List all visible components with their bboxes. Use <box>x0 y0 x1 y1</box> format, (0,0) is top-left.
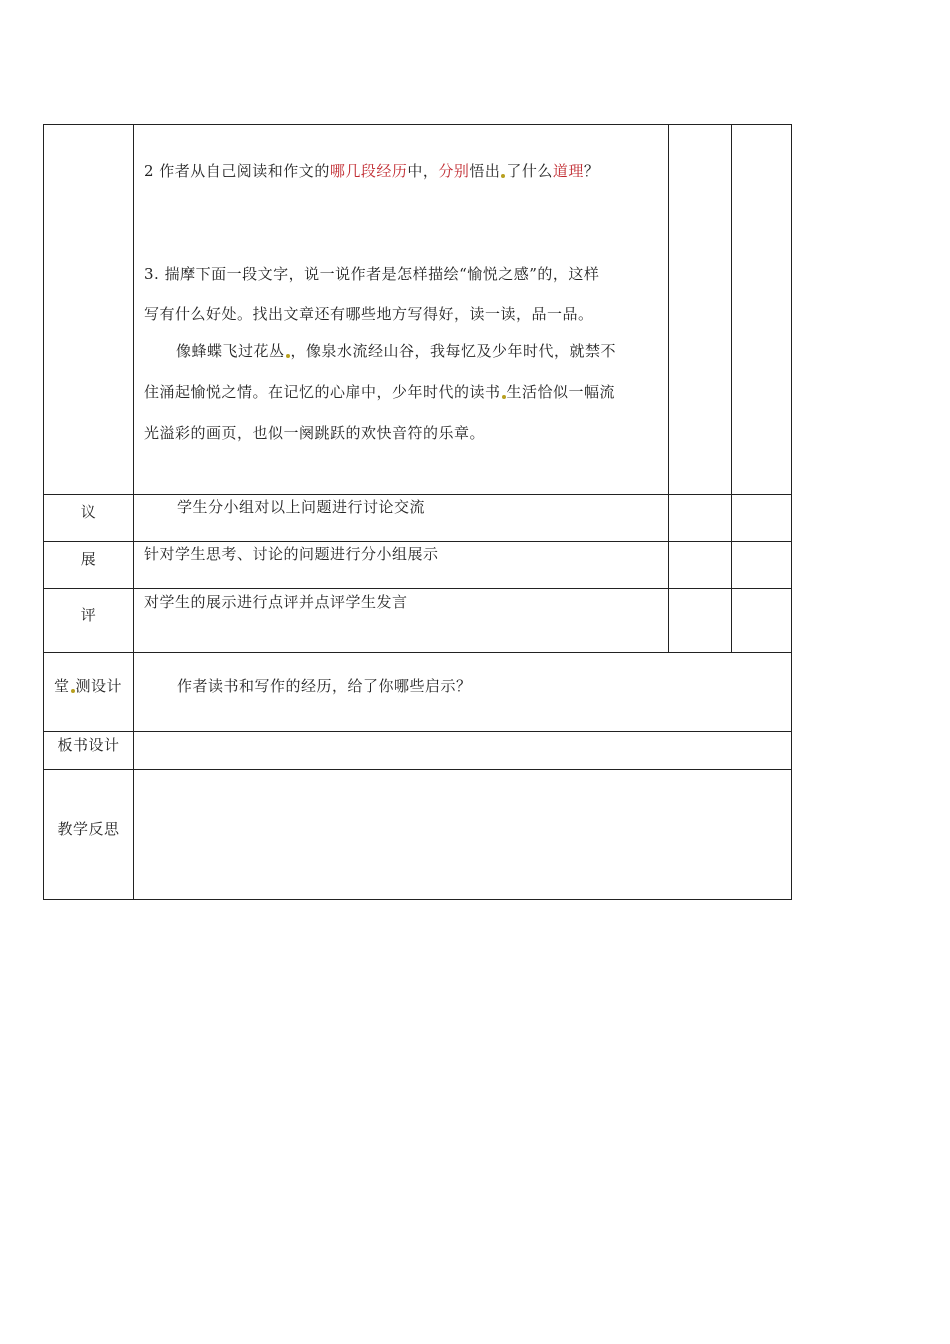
quote-line-2 <box>144 382 615 402</box>
question-2-text: 悟出 <box>469 162 501 180</box>
row-label-text: 测设计 <box>75 677 123 695</box>
row-label-ping: 评 <box>80 606 97 624</box>
row-divider <box>43 731 792 732</box>
table-border-top <box>43 124 792 125</box>
question-2-text: 中， <box>407 162 439 180</box>
column-divider <box>133 124 134 900</box>
quote-text: 生活恰似一幅流 <box>506 383 616 401</box>
question-2-text: ？ <box>583 162 600 180</box>
question-3-line-1: 3. 揣摩下面一段文字，说一说作者是怎样描绘“愉悦之感”的，这样 <box>144 265 600 283</box>
row-label-fansi: 教学反思 <box>57 820 120 838</box>
row-label-zhan: 展 <box>80 550 97 568</box>
row-label-text: 堂 <box>54 677 70 695</box>
row-label-tangce <box>54 676 122 696</box>
row-label-banshu: 板书设计 <box>57 736 120 754</box>
question-2-text: 2 作者从自己阅读和作文的 <box>144 162 330 180</box>
annotation-mark <box>71 689 75 693</box>
question-2-highlight: 哪几段经历 <box>329 162 408 180</box>
annotation-mark <box>501 174 505 178</box>
quote-text: 住涌起愉悦之情。在记忆的心扉中，少年时代的读书 <box>144 383 501 401</box>
quote-line-3: 光溢彩的画页，也似一阕跳跃的欢快音符的乐章。 <box>144 424 486 442</box>
column-divider <box>731 124 732 652</box>
column-divider <box>668 124 669 652</box>
row-text-tangce: 作者读书和写作的经历，给了你哪些启示？ <box>177 677 472 695</box>
row-divider <box>43 588 792 589</box>
annotation-mark <box>502 395 506 399</box>
row-divider <box>43 494 792 495</box>
question-2-highlight: 道理 <box>552 162 584 180</box>
row-divider <box>43 541 792 542</box>
question-2 <box>144 161 599 181</box>
row-text-zhan: 针对学生思考、讨论的问题进行分小组展示 <box>144 545 439 563</box>
row-label-yi: 议 <box>80 503 97 521</box>
question-2-text: 了什么 <box>506 162 553 180</box>
annotation-mark <box>286 354 290 358</box>
quote-text: ，像泉水流经山谷，我每忆及少年时代，就禁不 <box>290 342 617 360</box>
question-2-highlight: 分别 <box>438 162 470 180</box>
table-border-right <box>791 124 792 900</box>
row-divider <box>43 652 792 653</box>
question-3-line-2: 写有什么好处。找出文章还有哪些地方写得好，读一读，品一品。 <box>144 305 594 323</box>
row-text-ping: 对学生的展示进行点评并点评学生发言 <box>144 593 408 611</box>
table-border-bottom <box>43 899 792 900</box>
row-divider <box>43 769 792 770</box>
quote-text: 像蜂蝶飞过花丛 <box>176 342 285 360</box>
quote-line-1 <box>176 341 616 361</box>
row-text-yi: 学生分小组对以上问题进行讨论交流 <box>177 498 426 516</box>
